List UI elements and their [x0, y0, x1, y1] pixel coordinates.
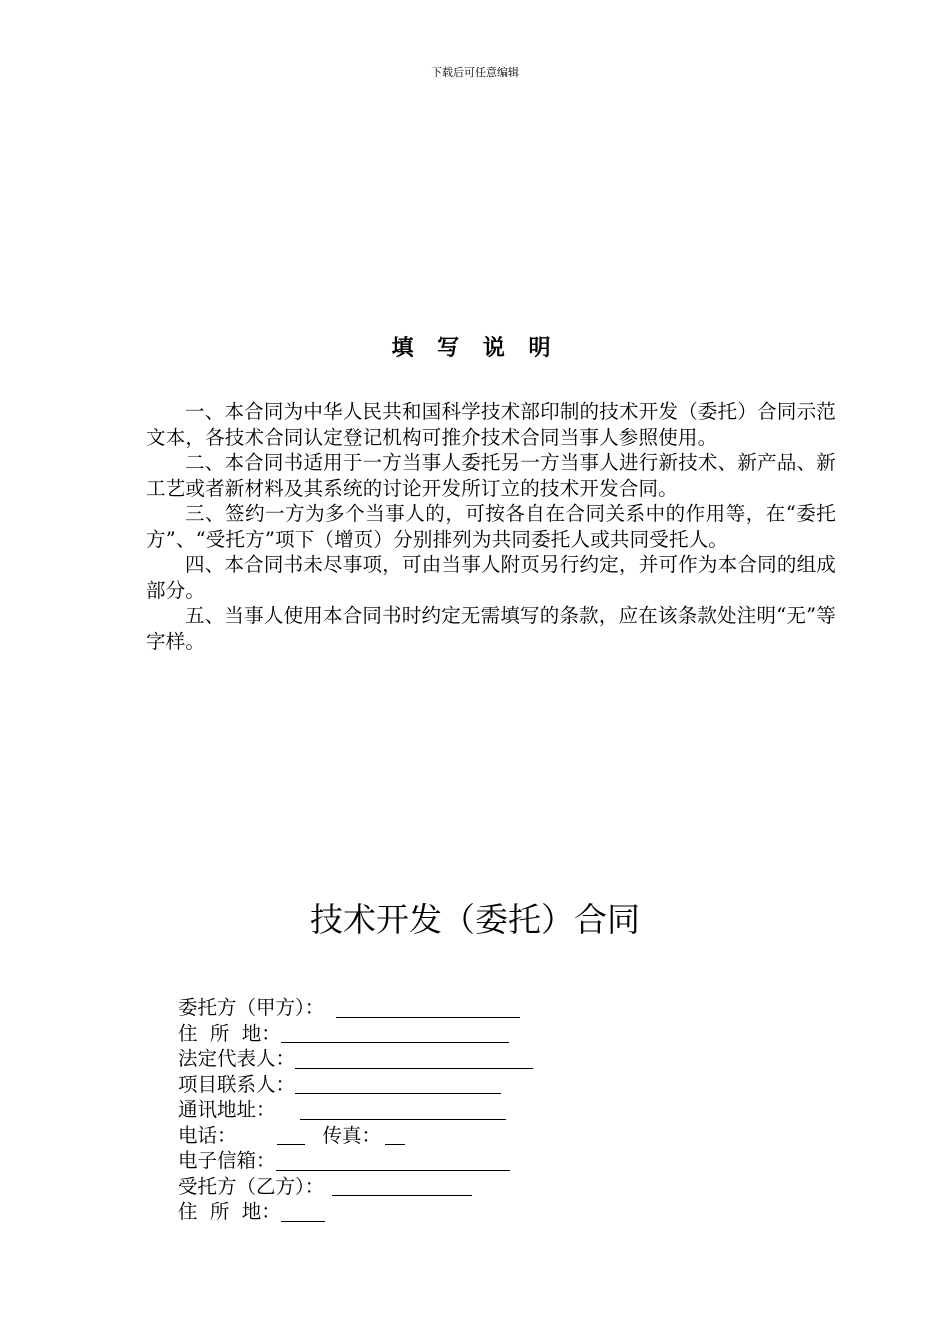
email-label: 电子信箱： — [178, 1149, 276, 1172]
client-address-row — [178, 1021, 698, 1047]
instruction-item-4: 四、本合同书未尽事项，可由当事人附页另行约定，并可作为本合同的组成部分。 — [146, 553, 836, 602]
contractor-blank[interactable] — [332, 1176, 472, 1196]
contractor-label: 受托方（乙方）： — [178, 1174, 325, 1198]
email-row — [178, 1148, 698, 1174]
instructions-body — [146, 399, 836, 654]
contractor-address-row — [178, 1199, 698, 1225]
client-address-blank[interactable] — [281, 1023, 509, 1043]
contractor-row — [178, 1174, 698, 1200]
phone-blank[interactable] — [277, 1125, 305, 1145]
instruction-item-3: 三、签约一方为多个当事人的，可按各自在合同关系中的作用等，在“委托方”、“受托方”项下（增页）分别排列为共同委托人或共同受托人。 — [146, 502, 836, 551]
instruction-item-1: 一、本合同为中华人民共和国科学技术部印制的技术开发（委托）合同示范文本，各技术合同认定登记机构可推介技术合同当事人参照使用。 — [146, 400, 836, 449]
contractor-address-blank[interactable] — [281, 1202, 325, 1222]
mailing-address-row — [178, 1097, 698, 1123]
instruction-item-5: 五、当事人使用本合同书时约定无需填写的条款，应在该条款处注明“无”等字样。 — [146, 604, 836, 653]
legal-rep-blank[interactable] — [295, 1049, 533, 1069]
phone-fax-row — [178, 1123, 698, 1149]
project-contact-blank[interactable] — [295, 1074, 501, 1094]
contractor-address-label: 住 所 地： — [178, 1200, 281, 1223]
mailing-address-label: 通讯地址： — [178, 1098, 276, 1121]
mailing-address-blank[interactable] — [300, 1100, 506, 1120]
fax-label: 传真： — [322, 1123, 382, 1147]
legal-rep-row — [178, 1046, 698, 1072]
client-address-label: 住 所 地： — [178, 1021, 281, 1045]
email-blank[interactable] — [276, 1151, 510, 1171]
header-note: 下载后可任意编辑 — [431, 66, 519, 79]
party-fields — [178, 995, 698, 1225]
client-label: 委托方（甲方）： — [178, 996, 325, 1019]
instructions-title: 填 写 说 明 — [391, 336, 559, 361]
client-blank[interactable] — [336, 998, 520, 1018]
client-row — [178, 995, 698, 1021]
fax-blank[interactable] — [385, 1125, 405, 1145]
project-contact-label: 项目联系人： — [178, 1072, 296, 1096]
contract-title: 技术开发（委托）合同 — [310, 900, 640, 939]
phone-label: 电话： — [178, 1123, 237, 1147]
project-contact-row — [178, 1072, 698, 1098]
legal-rep-label: 法定代表人： — [178, 1047, 296, 1070]
instruction-item-2: 二、本合同书适用于一方当事人委托另一方当事人进行新技术、新产品、新工艺或者新材料及其系统的讨论开发所订立的技术开发合同。 — [146, 451, 836, 500]
